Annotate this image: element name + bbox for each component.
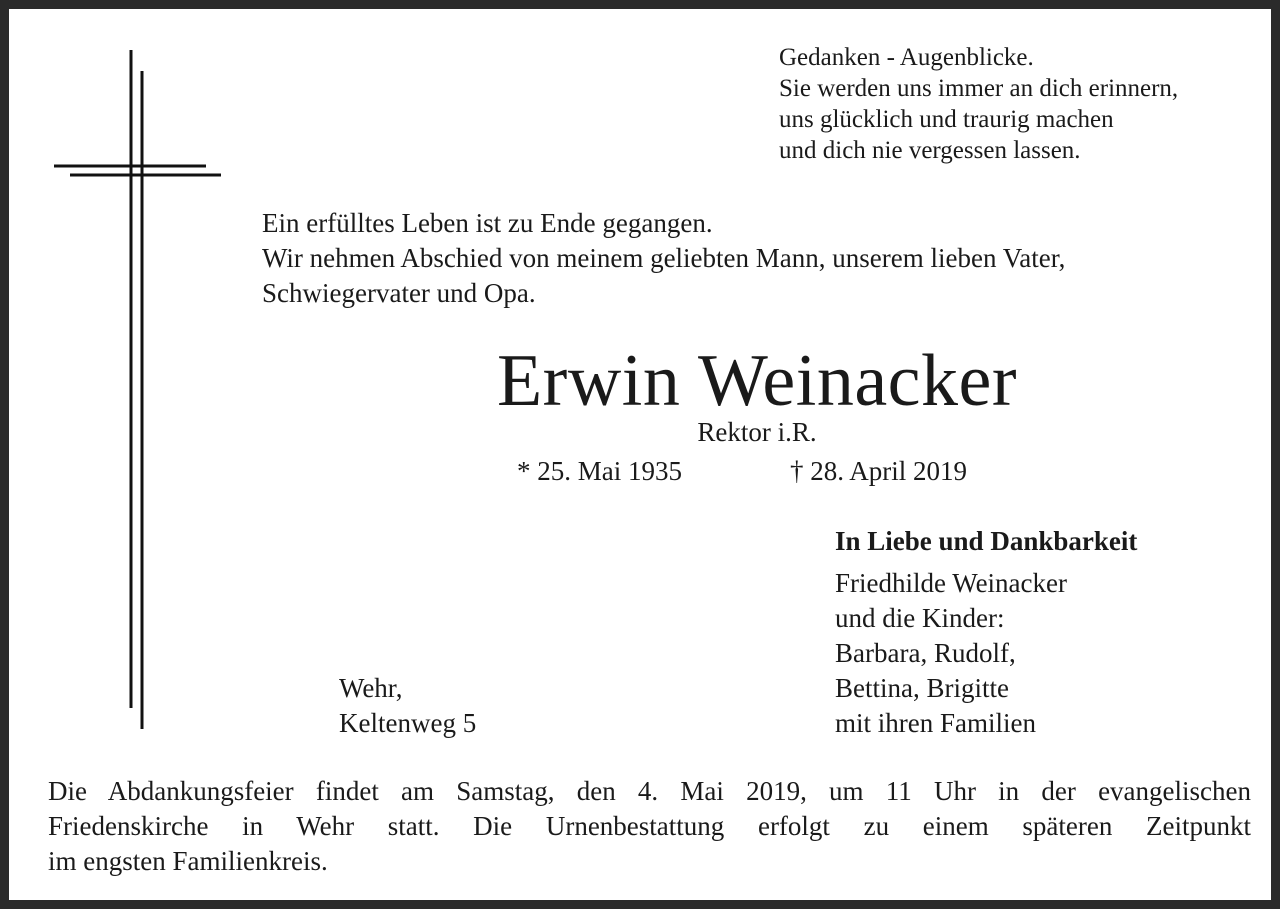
poem-line: und dich nie vergessen lassen. bbox=[779, 137, 1081, 164]
mourner-line: mit ihren Familien bbox=[835, 708, 1036, 738]
notice-line: im engsten Familienkreis. bbox=[48, 846, 328, 876]
address-line: Keltenweg 5 bbox=[339, 708, 477, 738]
notice-line: Friedenskirche in Wehr statt. Die Urnenbestattung erfolgt zu einem späteren Zeitpunkt bbox=[48, 811, 1251, 841]
notice-line: Die Abdankungsfeier findet am Samstag, den 4. Mai 2019, um 11 Uhr in der evangelischen bbox=[48, 776, 1251, 806]
poem bbox=[779, 42, 1178, 166]
intro-text bbox=[262, 206, 1065, 311]
deceased-title: Rektor i.R. bbox=[697, 417, 817, 447]
mourners-heading: In Liebe und Dankbarkeit bbox=[835, 526, 1138, 556]
birth-date: * 25. Mai 1935 bbox=[517, 456, 682, 486]
mourner-line: Barbara, Rudolf, bbox=[835, 638, 1016, 668]
death-date: † 28. April 2019 bbox=[790, 456, 968, 486]
poem-line: Sie werden uns immer an dich erinnern, bbox=[779, 75, 1179, 102]
mourner-line: und die Kinder: bbox=[835, 603, 1005, 633]
address-line: Wehr, bbox=[339, 673, 403, 703]
mourner-line: Friedhilde Weinacker bbox=[835, 568, 1067, 598]
poem-line: uns glücklich und traurig machen bbox=[779, 106, 1114, 133]
intro-line: Schwiegervater und Opa. bbox=[262, 278, 536, 308]
intro-line: Wir nehmen Abschied von meinem geliebten Mann, unserem lieben Vater, bbox=[262, 243, 1066, 273]
intro-line: Ein erfülltes Leben ist zu Ende gegangen. bbox=[262, 208, 713, 238]
poem-line: Gedanken - Augenblicke. bbox=[779, 44, 1034, 71]
mourner-line: Bettina, Brigitte bbox=[835, 673, 1009, 703]
deceased-name: Erwin Weinacker bbox=[496, 340, 1017, 422]
address bbox=[339, 671, 476, 741]
funeral-notice bbox=[48, 774, 1251, 879]
mourners-list bbox=[835, 566, 1067, 741]
